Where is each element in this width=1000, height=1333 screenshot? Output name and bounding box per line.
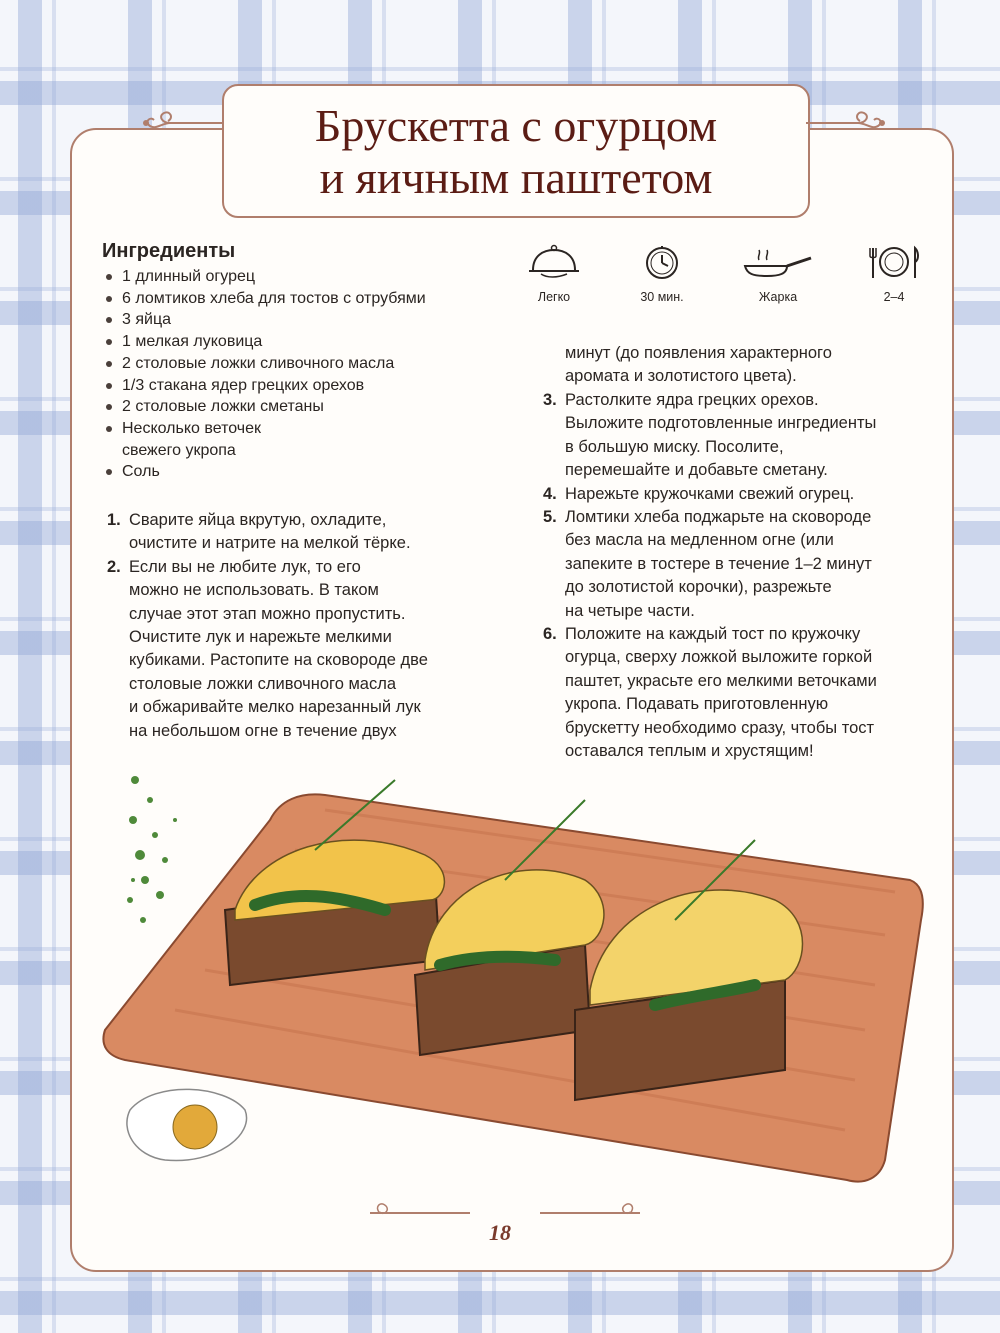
steps-left-column	[107, 509, 477, 743]
boiled-egg-half	[127, 1089, 247, 1160]
step-1	[107, 509, 477, 556]
ingredient-item: 2 столовые ложки сливочного масла	[104, 353, 426, 375]
step-line: до золотистой корочки), разрежьте	[565, 578, 832, 597]
step-line: Ломтики хлеба поджарьте на сковороде	[565, 508, 872, 527]
step-line: минут (до появления характерного	[565, 344, 832, 362]
ingredient-item: Соль	[104, 461, 426, 483]
difficulty-meta	[504, 244, 604, 304]
step-line: Нарежьте кружочками свежий огурец.	[565, 484, 855, 503]
step-line: брускетту необходимо сразу, чтобы тост	[565, 718, 875, 737]
step-number: 6.	[543, 625, 557, 644]
page-number: 18	[489, 1220, 511, 1245]
time-label: 30 мин.	[640, 290, 684, 304]
time-meta	[612, 244, 712, 304]
cloche-icon	[527, 244, 581, 280]
herb-scatter	[127, 776, 177, 923]
ingredient-item-continued: свежего укропа	[122, 441, 236, 459]
left-swirl-ornament	[140, 108, 222, 138]
step-2-continuation	[565, 342, 945, 389]
step-line: можно не использовать. В таком	[129, 581, 379, 600]
step-line: столовые ложки сливочного масла	[129, 674, 397, 693]
ingredient-item: 1/3 стакана ядер грецких орехов	[104, 375, 426, 397]
method-meta	[728, 244, 828, 304]
ingredient-item: Несколько веточек	[104, 418, 426, 440]
right-swirl-ornament	[806, 108, 888, 138]
step-2	[107, 556, 477, 743]
ingredient-item: 6 ломтиков хлеба для тостов с отрубями	[104, 288, 426, 310]
step-line: Сварите яйца вкрутую, охладите,	[129, 511, 387, 529]
step-line: Выложите подготовленные ингредиенты	[565, 414, 877, 433]
step-line: укропа. Подавать приготовленную	[565, 695, 829, 714]
step-6	[543, 623, 938, 763]
step-line: на небольшом огне в течение двух	[129, 721, 397, 740]
ingredients-list	[104, 266, 426, 483]
step-line: кубиками. Растопите на сковороде две	[129, 651, 428, 670]
servings-label: 2–4	[883, 290, 905, 304]
clock-icon	[642, 244, 682, 280]
step-line: случае этот этап можно пропустить.	[129, 604, 406, 623]
step-line: Если вы не любите лук, то его	[129, 557, 361, 576]
step-line: огурца, сверху ложкой выложите горкой	[565, 648, 873, 667]
servings-meta	[844, 244, 944, 304]
ingredient-item: 1 мелкая луковица	[104, 331, 426, 353]
step-3	[543, 389, 938, 483]
step-line: в большую миску. Посолите,	[565, 437, 784, 456]
step-number: 4.	[543, 484, 557, 503]
step-number: 1.	[107, 511, 121, 529]
ingredient-item: 1 длинный огурец	[104, 266, 426, 288]
step-4	[543, 483, 938, 506]
step-line: оставался теплым и хрустящим!	[565, 742, 814, 761]
title-line-2: и яичным паштетом	[319, 152, 713, 203]
steps-right-column	[543, 389, 938, 764]
step-line: без масла на медленном огне (или	[565, 531, 834, 550]
step-number: 3.	[543, 391, 557, 409]
plate-cutlery-icon	[867, 244, 921, 280]
step-line: Положите на каждый тост по кружочку	[565, 625, 861, 644]
title-line-1: Брускетта с огурцом	[314, 100, 718, 151]
step-line: Растолките ядра грецких орехов.	[565, 391, 819, 409]
recipe-title	[224, 86, 808, 204]
step-line: очистите и натрите на мелкой тёрке.	[129, 534, 411, 553]
recipe-meta	[520, 244, 940, 314]
step-line: Очистите лук и нарежьте мелкими	[129, 628, 392, 647]
step-line: перемешайте и добавьте сметану.	[565, 461, 828, 480]
step-line: запеките в тостере в течение 1–2 минут	[565, 554, 872, 573]
ingredient-item: 3 яйца	[104, 309, 426, 331]
step-line: аромата и золотистого цвета).	[565, 367, 797, 386]
bruschetta-illustration	[95, 760, 935, 1190]
bottom-ornament	[370, 1198, 640, 1228]
ingredients-heading: Ингредиенты	[102, 240, 236, 262]
method-label: Жарка	[758, 290, 798, 304]
title-box	[222, 84, 810, 218]
frying-pan-icon	[743, 244, 813, 280]
step-number: 2.	[107, 557, 121, 576]
step-line: и обжаривайте мелко нарезанный лук	[129, 698, 421, 717]
step-number: 5.	[543, 508, 557, 527]
step-line: паштет, украсьте его мелкими веточками	[565, 671, 877, 690]
difficulty-label: Легко	[537, 290, 571, 304]
step-line: на четыре части.	[565, 601, 695, 620]
ingredient-item: 2 столовые ложки сметаны	[104, 396, 426, 418]
step-5	[543, 506, 938, 623]
